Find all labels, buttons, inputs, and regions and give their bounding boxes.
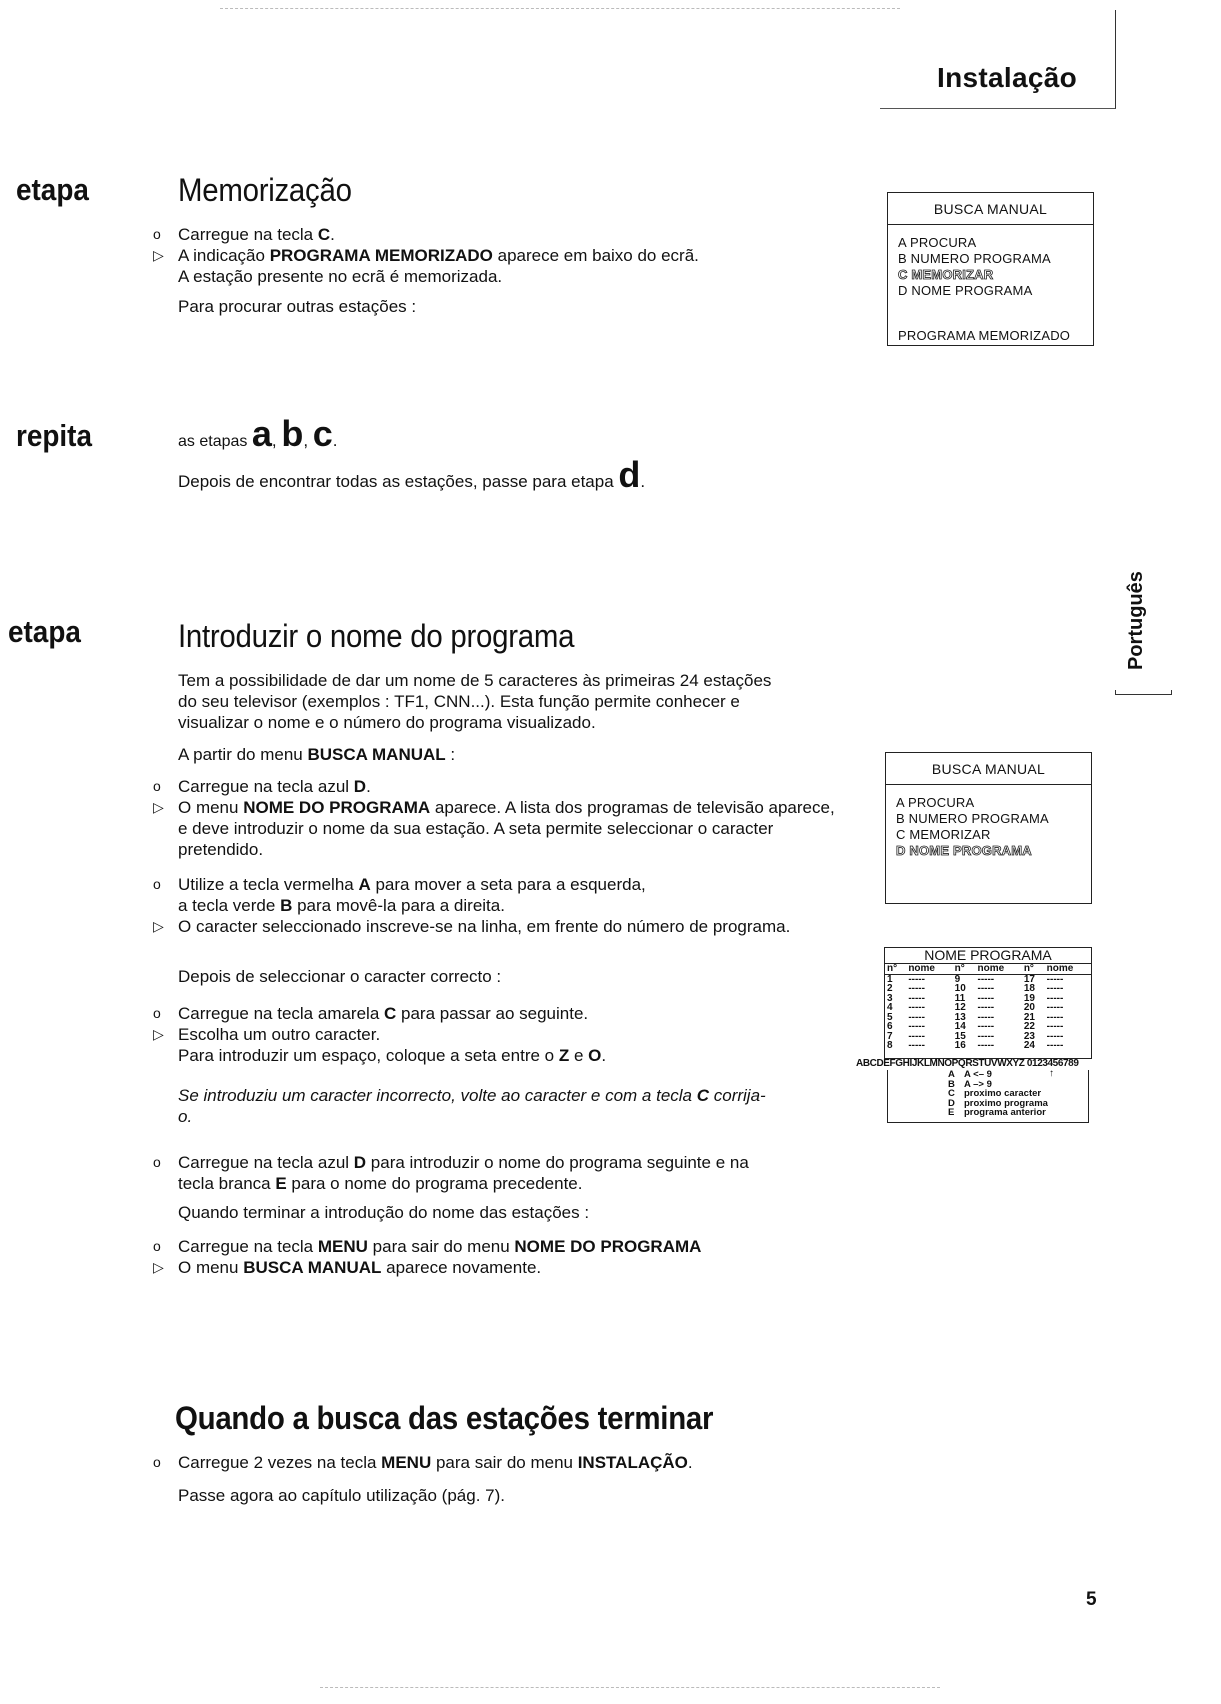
tv-option: B NUMERO PROGRAMA [896,811,1049,826]
circle-bullet-icon: o [153,1005,161,1021]
page-number: 5 [1086,1589,1097,1610]
tv-option-highlighted: C MEMORIZAR [898,267,994,282]
list-item: o Carregue na tecla azul D. [153,777,371,796]
tv-screen-title: BUSCA MANUAL [886,753,1091,785]
list-item: Quando terminar a introdução do nome das estações : [178,1203,590,1222]
tv-option: A PROCURA [898,235,977,250]
triangle-bullet-icon: ▷ [153,247,164,263]
table-row: 5 ----- 13 ----- 21 ----- [887,1011,1064,1023]
list-item: ▷ A indicação PROGRAMA MEMORIZADO aparece em baixo do ecrã. [153,246,699,265]
circle-bullet-icon: o [153,1238,161,1254]
tv-screen-options [888,225,1093,299]
list-item: ▷ O menu BUSCA MANUAL aparece novamente. [153,1258,542,1277]
step-label-repita: repita [16,418,92,453]
step-label: etapa [8,614,81,649]
list-item: o Carregue na tecla C. [153,225,335,244]
language-tab-rule [1115,690,1172,695]
list-item: o Carregue na tecla azul D para introduzir o nome do programa seguinte e na tecla branca E para o nome do programa precedente. [153,1153,749,1193]
tv-option: A PROCURA [896,795,975,810]
list-item: Para procurar outras estações : [178,297,417,316]
list-item: o Carregue 2 vezes na tecla MENU para sair do menu INSTALAÇÃO. [153,1453,693,1472]
scan-artifact-bottom [320,1687,940,1688]
table-row: 2 ----- 10 ----- 18 ----- [887,983,1064,994]
triangle-bullet-icon: ▷ [153,918,164,934]
table-row: 6 ----- 14 ----- 22 ----- [887,1021,1064,1032]
list-item: o Utilize a tecla vermelha A para mover a seta para a esquerda, a tecla verde B para movê-la para a direita. [153,875,646,915]
step-label: etapa [16,172,89,207]
scan-artifact-top [220,8,900,9]
repita-line-2: Depois de encontrar todas as estações, passe para etapa d. [178,454,646,495]
language-tab [1125,560,1155,690]
tv-screen-busca-manual-1 [887,192,1094,346]
list-item: Depois de seleccionar o caracter correcto : [178,967,502,986]
section-title-introduzir: Introduzir o nome do programa [178,618,575,654]
tv-option: D NOME PROGRAMA [898,283,1033,298]
from-menu-line: A partir do menu BUSCA MANUAL : [178,745,456,764]
table-row: 7 ----- 15 ----- 23 ----- [887,1030,1064,1042]
tv-screen-status: PROGRAMA MEMORIZADO [898,328,1071,343]
tv-option: B NUMERO PROGRAMA [898,251,1051,266]
circle-bullet-icon: o [153,876,161,892]
table-row: 4 ----- 12 ----- 20 ----- [887,1002,1064,1013]
circle-bullet-icon: o [153,226,161,242]
key-legend-box [887,1070,1089,1123]
tv-screen-options [886,785,1091,859]
tv-screen-title: BUSCA MANUAL [888,193,1093,225]
list-item: ▷ O menu NOME DO PROGRAMA aparece. A lista dos programas de televisão aparece, e deve introduzir o nome da sua estação. A seta permite seleccionar o caracter pretendido. [153,798,835,859]
character-set-line: ABCDEFGHIJKLMNOPQRSTUVWXYZ 0123456789 [856,1058,1079,1069]
tv-screen-title: NOME PROGRAMA [885,948,1091,964]
table-row: 3 ----- 11 ----- 19 ----- [887,992,1064,1004]
page-title: Instalação [937,62,1077,93]
key-legend: A A <– 9 B A –> 9 C proximo caracter D proximo programa E programa anterior [948,1069,1048,1118]
circle-bullet-icon: o [153,778,161,794]
language-label: Português [1125,571,1147,670]
repita-line-1: as etapas a, b, c. [178,413,338,454]
list-item: o Carregue na tecla amarela C para passar ao seguinte. [153,1004,589,1023]
tv-option: C MEMORIZAR [896,827,991,842]
list-item: ▷ Escolha um outro caracter. [153,1025,381,1044]
tv-screen-nome-programa [884,947,1092,1059]
section-title-memorizacao: Memorização [178,172,352,208]
circle-bullet-icon: o [153,1454,161,1470]
circle-bullet-icon: o [153,1154,161,1170]
table-row: 1 ----- 9 ----- 17 ----- [887,973,1064,985]
tv-option-highlighted: D NOME PROGRAMA [896,843,1032,858]
program-name-table: n° nome n° nome n° nome 1 ----- 9 ----- 17 ----- 2 ----- 10 ----- 18 ----- 3 ----- 11 ----- 19 ----- 4 ----- 12 ----- 20 ----- 5 ----- 13 ----- 21 ----- 6 ----- 14 ----- 22 ----- 7 ----- 15 ----- 23 ----- 8 ----- 16 ----- 24 ----- [885,964,1091,1051]
tv-screen-busca-manual-2 [885,752,1092,904]
page-header [880,10,1116,109]
triangle-bullet-icon: ▷ [153,799,164,815]
list-item: Para introduzir um espaço, coloque a seta entre o Z e O. [178,1046,607,1065]
triangle-bullet-icon: ▷ [153,1259,164,1275]
list-item: A estação presente no ecrã é memorizada. [178,267,503,286]
intro-paragraph: Tem a possibilidade de dar um nome de 5 caracteres às primeiras 24 estações do seu televisor (exemplos : TF1, CNN...). Esta função permite conhecer e visualizar o nome e o número do programa visualizado. [178,671,772,732]
list-item: ▷ O caracter seleccionado inscreve-se na linha, em frente do número de programa. [153,917,791,936]
table-row: 8 ----- 16 ----- 24 ----- [887,1040,1064,1051]
italic-note: Se introduziu um caracter incorrecto, volte ao caracter e com a tecla C corrija-o. [178,1086,766,1126]
list-item: o Carregue na tecla MENU para sair do menu NOME DO PROGRAMA [153,1237,702,1256]
triangle-bullet-icon: ▷ [153,1026,164,1042]
closing-note: Passe agora ao capítulo utilização (pág. 7). [178,1486,505,1505]
selection-arrow-icon: ↑ [1049,1068,1054,1079]
section-title-quando: Quando a busca das estações terminar [175,1400,714,1436]
